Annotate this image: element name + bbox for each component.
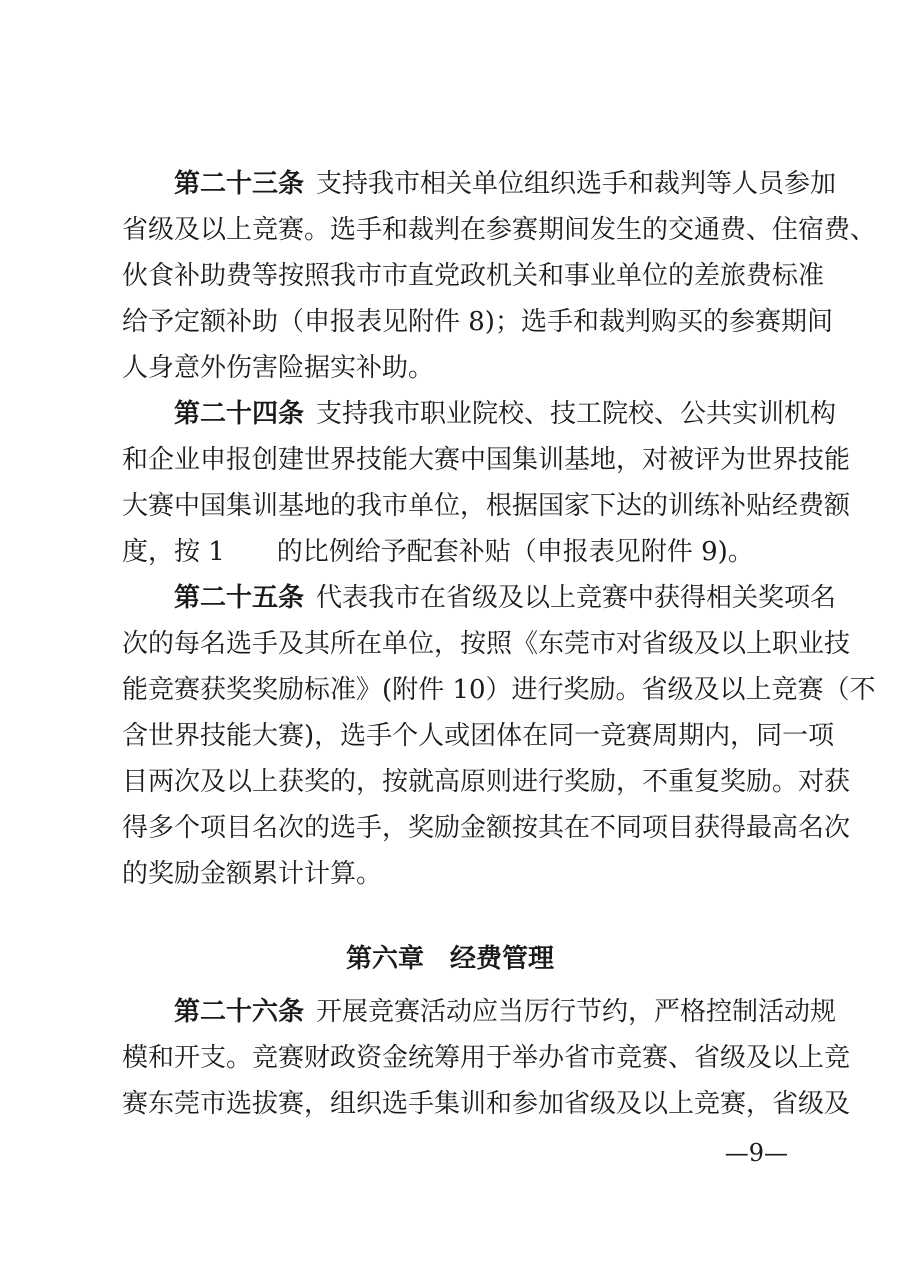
article-25-line-6: 得多个项目名次的选手，奖励金额按其在不同项目获得最高名次 — [122, 813, 851, 843]
article-24-line-2: 和企业申报创建世界技能大赛中国集训基地，对被评为世界技能 — [122, 445, 851, 475]
article-24-line-4: 度，按 1 的比例给予配套补贴（申报表见附件 9)。 — [122, 537, 754, 567]
article-25-line-1: 第二十五条 代表我市在省级及以上竞赛中获得相关奖项名 — [174, 583, 837, 613]
article-26-heading: 第二十六条 — [174, 997, 305, 1027]
article-26-line-1: 第二十六条 开展竞赛活动应当厉行节约，严格控制活动规 — [174, 997, 837, 1027]
page-number: —9— — [724, 1139, 788, 1167]
article-23-line-4: 给予定额补助（申报表见附件 8)；选手和裁判购买的参赛期间 — [122, 307, 833, 337]
article-24-line-3: 大赛中国集训基地的我市单位，根据国家下达的训练补贴经费额 — [122, 491, 851, 521]
article-23-heading: 第二十三条 — [174, 169, 305, 199]
article-25-line-3: 能竞赛获奖奖励标准》(附件 10）进行奖励。省级及以上竞赛（不 — [122, 675, 876, 705]
chapter-heading — [0, 940, 900, 978]
article-23-line-1: 第二十三条 支持我市相关单位组织选手和裁判等人员参加 — [174, 169, 837, 199]
article-25-line-2: 次的每名选手及其所在单位，按照《东莞市对省级及以上职业技 — [122, 629, 851, 659]
article-23-line-2: 省级及以上竞赛。选手和裁判在参赛期间发生的交通费、住宿费、 — [122, 215, 877, 245]
chapter-number: 第六章 — [345, 944, 424, 974]
article-23-line-5: 人身意外伤害险据实补助。 — [122, 353, 435, 383]
article-25-line-5: 目两次及以上获奖的，按就高原则进行奖励，不重复奖励。对获 — [122, 767, 851, 797]
chapter-title: 经费管理 — [450, 944, 555, 974]
article-25-line-7: 的奖励金额累计计算。 — [122, 859, 383, 889]
article-26-line-3: 赛东莞市选拔赛，组织选手集训和参加省级及以上竞赛，省级及 — [122, 1089, 851, 1119]
article-25-heading: 第二十五条 — [174, 583, 305, 613]
article-24-heading: 第二十四条 — [174, 399, 305, 429]
article-23-line-3: 伙食补助费等按照我市市直党政机关和事业单位的差旅费标准 — [122, 261, 825, 291]
article-24-line-1: 第二十四条 支持我市职业院校、技工院校、公共实训机构 — [174, 399, 837, 429]
article-25-line-4: 含世界技能大赛)，选手个人或团体在同一竞赛周期内，同一项 — [122, 721, 835, 751]
article-26-line-2: 模和开支。竞赛财政资金统筹用于举办省市竞赛、省级及以上竞 — [122, 1043, 851, 1073]
